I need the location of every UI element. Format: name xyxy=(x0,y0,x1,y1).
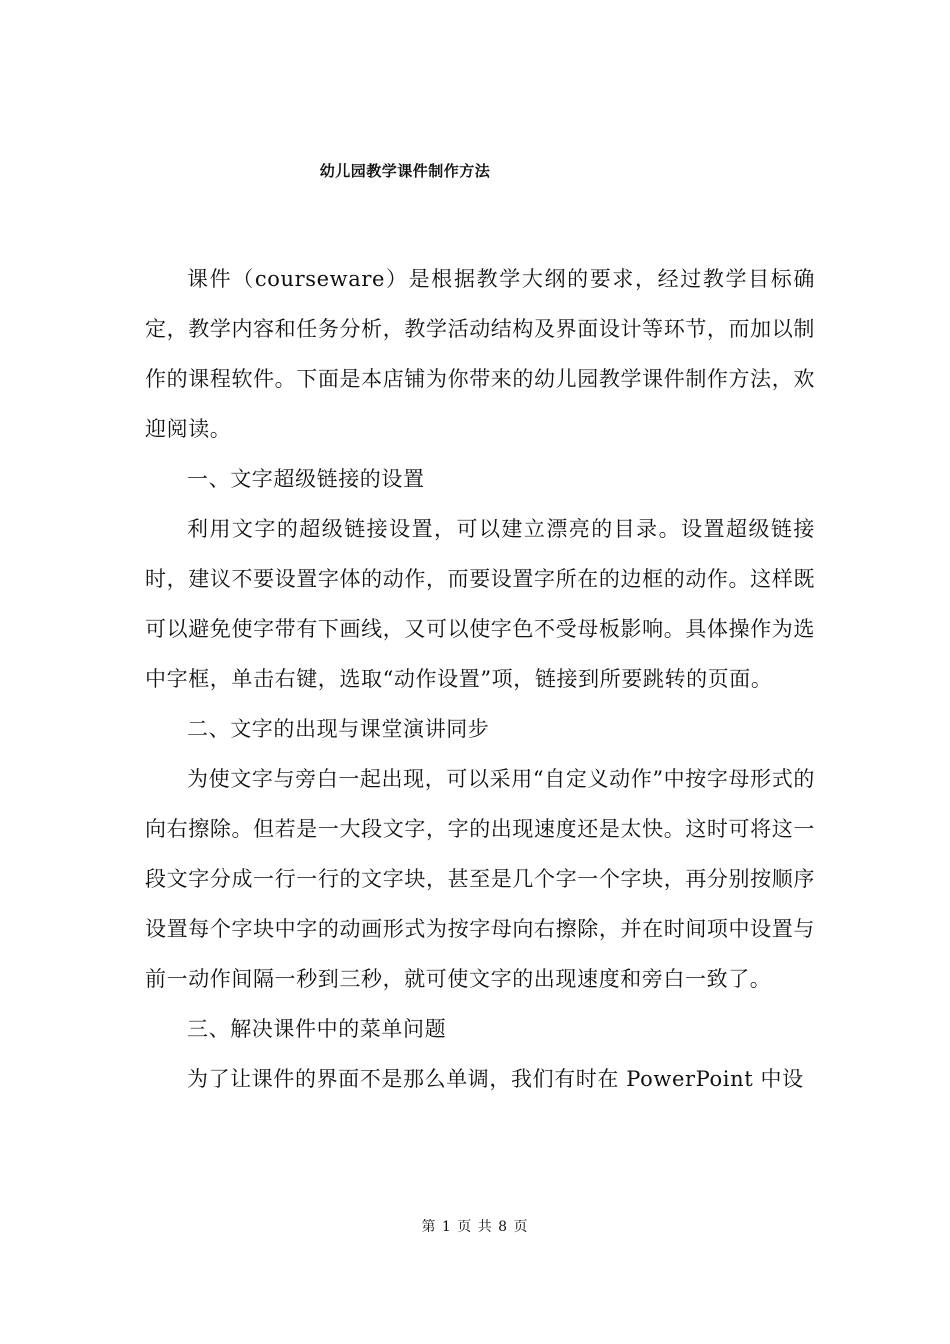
section-heading-2: 二、文字的出现与课堂演讲同步 xyxy=(187,717,490,741)
section-1-paragraph: 利用文字的超级链接设置，可以建立漂亮的目录。设置超级链接时，建议不要设置字体的动作，而要设置字所在的边框的动作。这样既可以避免使字带有下画线，又可以使字色不受母板影响。具体操作为选中字框，单击右键，选取“动作设置”项，链接到所要跳转的页面。 xyxy=(145,517,815,691)
document-title: 幼儿园教学课件制作方法 xyxy=(319,162,491,180)
document-body xyxy=(145,254,815,1104)
section-2-paragraph: 为使文字与旁白一起出现，可以采用“自定义动作”中按字母形式的向右擦除。但若是一大段文字，字的出现速度还是太快。这时可将这一段文字分成一行一行的文字块，甚至是几个字一个字块，再分别按顺序设置每个字块中字的动画形式为按字母向右擦除，并在时间项中设置与前一动作间隔一秒到三秒，就可使文字的出现速度和旁白一致了。 xyxy=(145,767,815,991)
page-number-footer: 第 1 页 共 8 页 xyxy=(421,1219,529,1235)
section-3-paragraph: 为了让课件的界面不是那么单调，我们有时在 PowerPoint 中设 xyxy=(187,1067,804,1091)
section-heading-3: 三、解决课件中的菜单问题 xyxy=(187,1017,447,1041)
section-heading-1: 一、文字超级链接的设置 xyxy=(187,467,425,491)
intro-paragraph: 课件（courseware）是根据教学大纲的要求，经过教学目标确定，教学内容和任务分析，教学活动结构及界面设计等环节，而加以制作的课程软件。下面是本店铺为你带来的幼儿园教学课件制作方法，欢迎阅读。 xyxy=(145,267,815,441)
